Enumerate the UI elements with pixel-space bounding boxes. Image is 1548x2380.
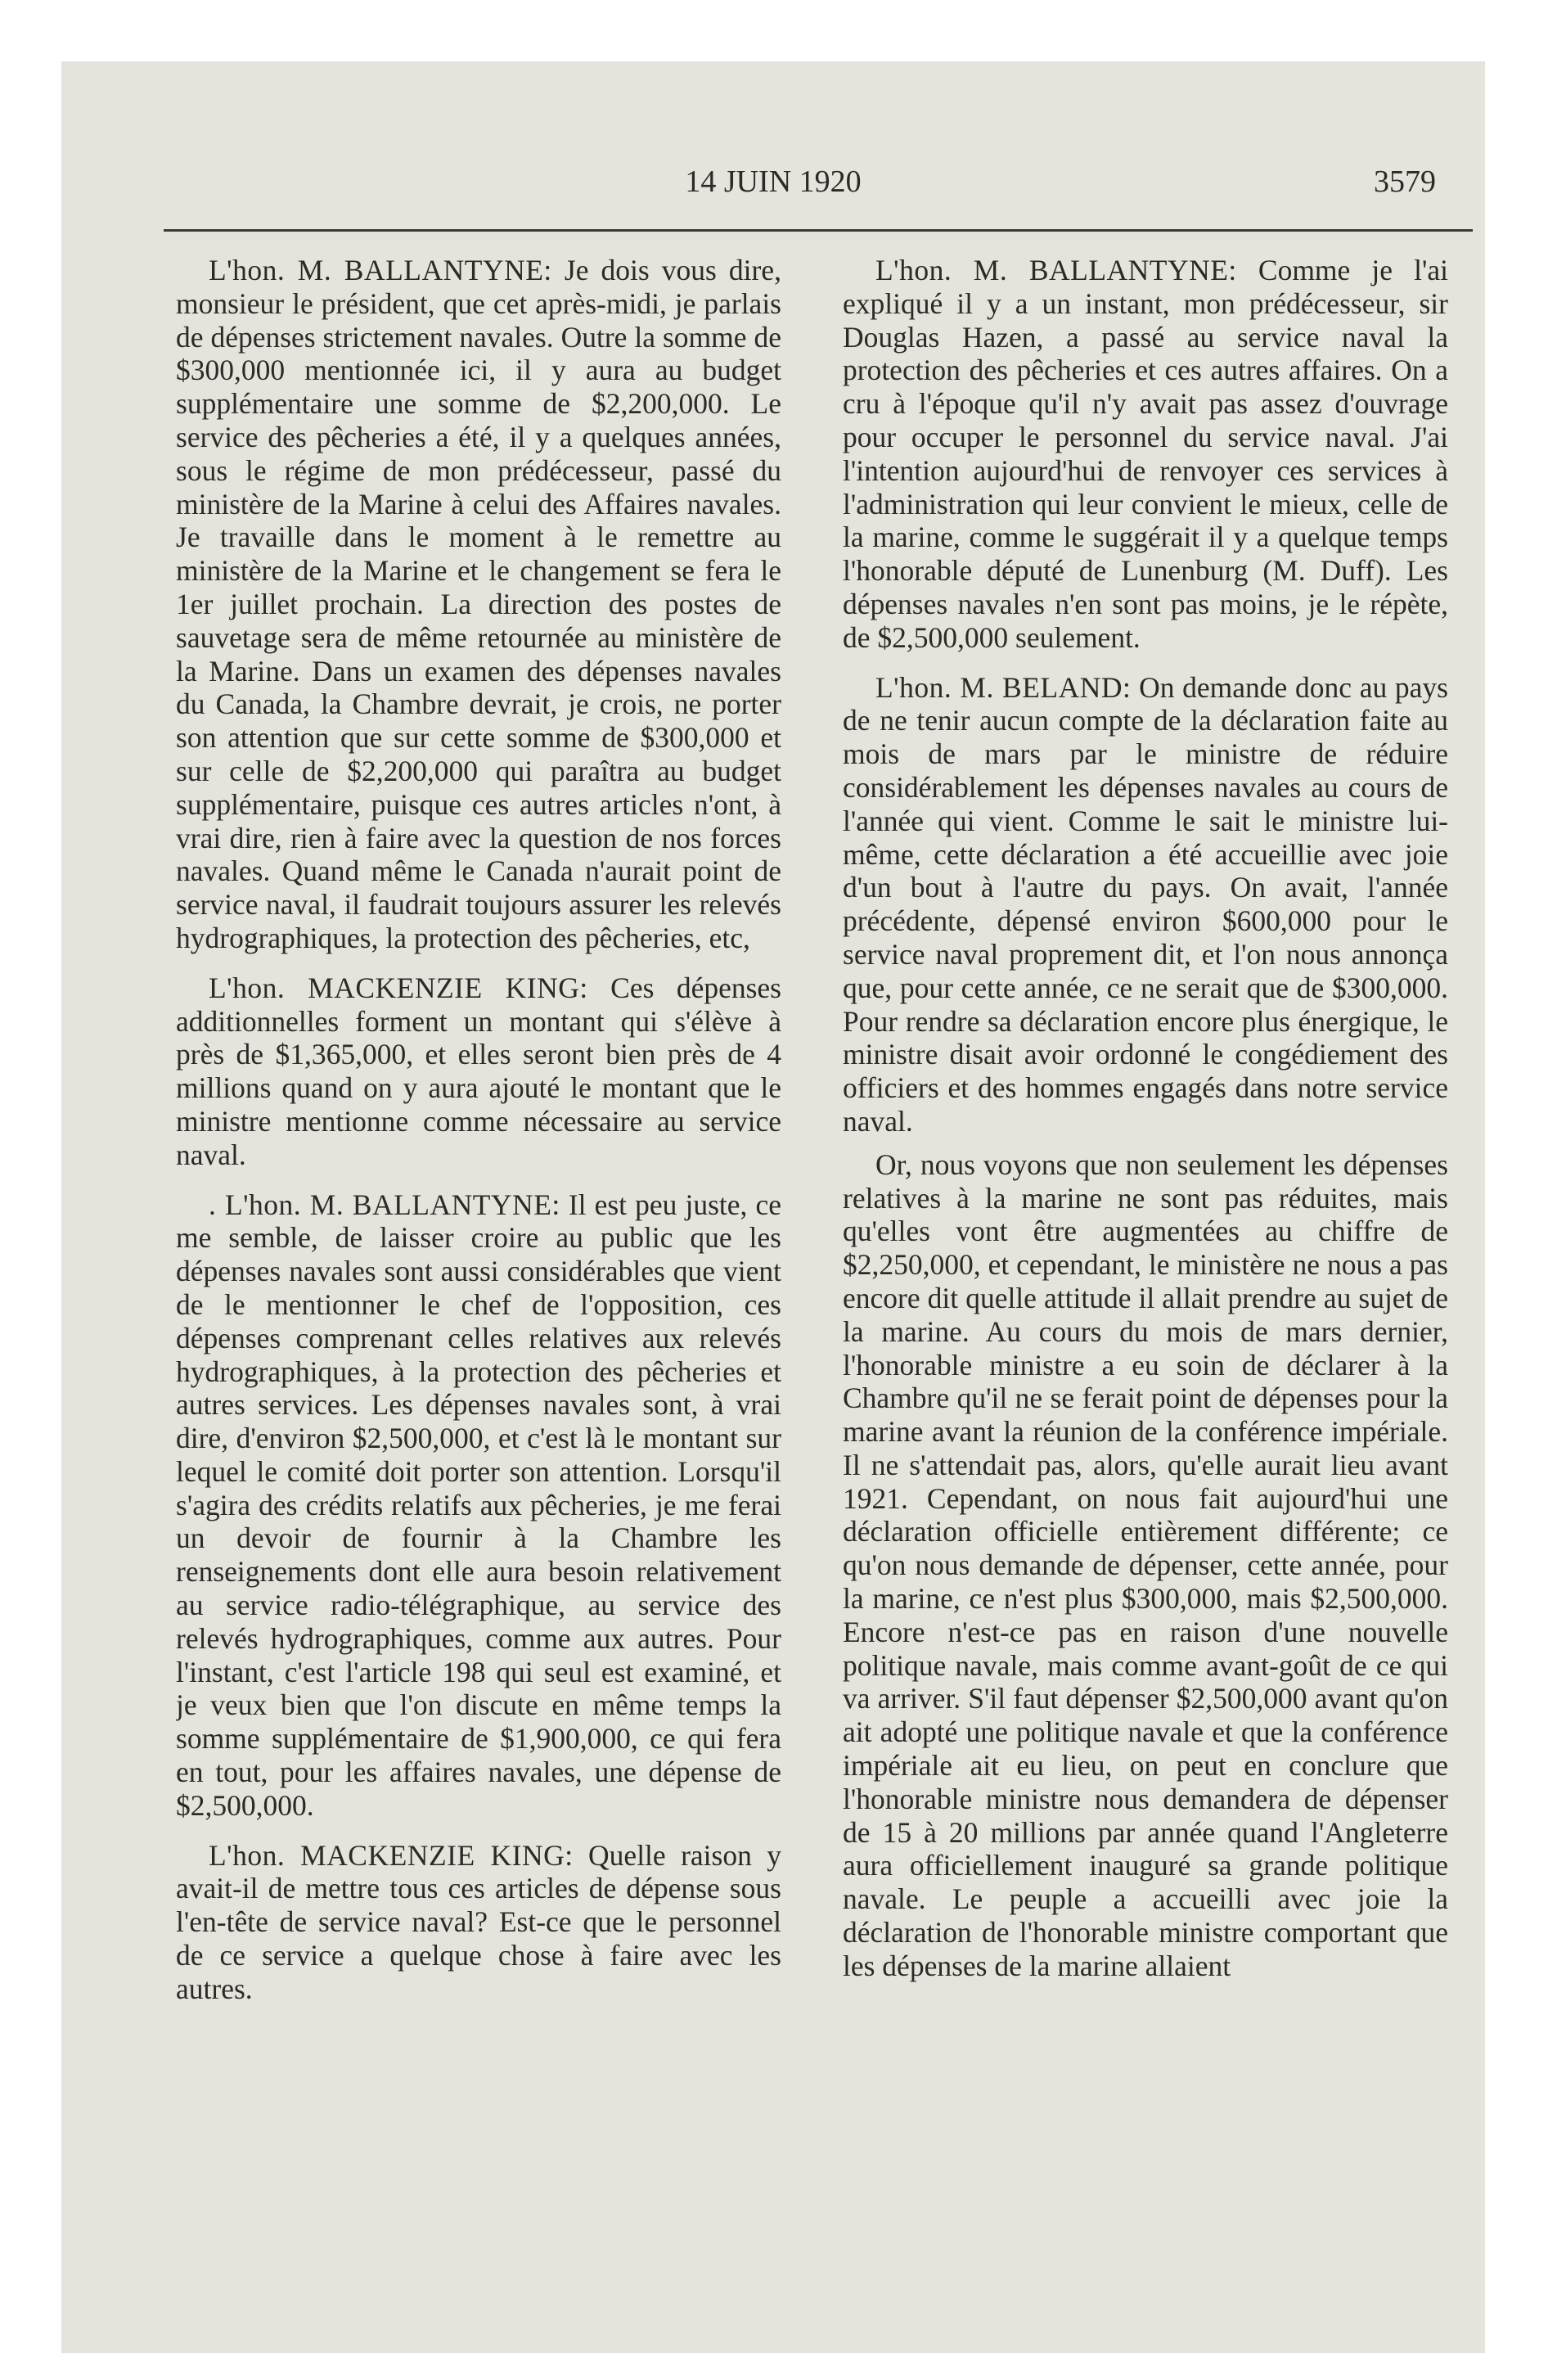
- scanned-page: [61, 61, 1485, 2353]
- header-date: 14 JUIN 1920: [685, 165, 862, 199]
- left-column: [176, 254, 781, 2251]
- speaker-name: L'hon. M. BALLANTYNE:: [209, 254, 552, 286]
- header-rule: [164, 229, 1473, 232]
- page-number: 3579: [1374, 165, 1436, 199]
- paragraph-text: Je dois vous dire, monsieur le président, que cet après-midi, je parlais de dépenses strictement navales. Outre la somme de $300,000 mentionnée ici, il y aura au budget supplémentaire une somme de $2,200,000. Le service des pêcheries a été, il y a quelques années, sous le régime de mon prédécesseur, passé du ministère de la Marine à celui des Affaires navales. Je travaille dans le moment à le remettre au ministère de la Marine et le changement se fera le 1er juillet prochain. La direction des postes de sauvetage sera de même retournée au ministère de la Marine. Dans un examen des dépenses navales du Canada, la Chambre devrait, je crois, ne porter son attention que sur cette somme de $300,000 et sur celle de $2,200,000 qui paraîtra au budget supplémentaire, puisque ces autres articles n'ont, à vrai dire, rien à faire avec la question de nos forces navales. Quand même le Canada n'aurait point de service naval, il faudrait toujours assurer les relevés hydrographiques, la protection des pêcheries, etc,: [176, 254, 781, 954]
- speaker-name: . L'hon. M. BALLANTYNE:: [209, 1188, 560, 1221]
- paragraph-king-1: [176, 971, 781, 1172]
- speaker-name: L'hon. M. BELAND:: [875, 670, 1132, 704]
- paragraph-beland-1: [843, 671, 1448, 1138]
- paragraph-text: Ces dépenses additionnelles forment un montant qui s'élève à près de $1,365,000, et elles seront bien près de 4 millions quand on y aura ajouté le montant que le ministre mentionne comme nécessaire au service naval.: [176, 971, 781, 1171]
- paragraph-ballantyne-3: [843, 254, 1448, 655]
- paragraph-text: Quelle raison y avait-il de mettre tous ces articles de dépense sous l'en-tête de service naval? Est-ce que le personnel de ce service a quelque chose à faire avec les autres.: [176, 1838, 781, 2005]
- paragraph-beland-2: [843, 1148, 1448, 1983]
- right-column: [843, 254, 1448, 2251]
- paragraph-ballantyne-1: [176, 254, 781, 955]
- paragraph-ballantyne-2: [176, 1188, 781, 1823]
- paragraph-king-2: [176, 1839, 781, 2006]
- speaker-name: L'hon. MACKENZIE KING:: [209, 971, 588, 1004]
- page-header: [61, 164, 1485, 213]
- speaker-name: L'hon. MACKENZIE KING:: [209, 1838, 574, 1872]
- paragraph-text: Comme je l'ai expliqué il y a un instant, mon prédécesseur, sir Douglas Hazen, a passé au service naval la protection des pêcheries et ces autres affaires. On a cru à l'époque qu'il n'y avait pas assez d'ouvrage pour occuper le personnel du service naval. J'ai l'intention aujourd'hui de renvoyer ces services à l'administration qui leur convient le mieux, celle de la marine, comme le suggérait il y a quelque temps l'honorable député de Lunenburg (M. Duff). Les dépenses navales n'en sont pas moins, je le répète, de $2,500,000 seulement.: [843, 254, 1448, 654]
- paragraph-text: Or, nous voyons que non seulement les dépenses relatives à la marine ne sont pas réduites, mais qu'elles vont être augmentées au chiffre de $2,250,000, et cependant, le ministère ne nous a pas encore dit quelle attitude il allait prendre au sujet de la marine. Au cours du mois de mars dernier, l'honorable ministre a eu soin de déclarer à la Chambre qu'il ne se ferait point de dépenses pour la marine avant la réunion de la conférence impériale. Il ne s'attendait pas, alors, qu'elle aurait lieu avant 1921. Cependant, on nous fait aujourd'hui une déclaration officielle entièrement différente; ce qu'on nous demande de dépenser, cette année, pour la marine, ce n'est plus $300,000, mais $2,500,000. Encore n'est-ce pas en raison d'une nouvelle politique navale, mais comme avant-goût de ce qui va arriver. S'il faut dépenser $2,500,000 avant qu'on ait adopté une politique navale et que la conférence impériale ait eu lieu, on peut en conclure que l'honorable ministre nous demandera de dépenser de 15 à 20 millions par année quand l'Angleterre aura officiellement inauguré sa grande politique navale. Le peuple a accueilli avec joie la déclaration de l'honorable ministre comportant que les dépenses de la marine allaient: [843, 1147, 1448, 1982]
- speaker-name: L'hon. M. BALLANTYNE:: [875, 254, 1237, 286]
- paragraph-text: Il est peu juste, ce me semble, de laisser croire au public que les dépenses navales sont aussi considérables que vient de le mentionner le chef de l'opposition, ces dépenses comprenant celles relatives aux relevés hydrographiques, à la protection des pêcheries et autres services. Les dépenses navales sont, à vrai dire, d'environ $2,500,000, et c'est là le montant sur lequel le comité doit porter son attention. Lorsqu'il s'agira des crédits relatifs aux pêcheries, je me ferai un devoir de fournir à la Chambre les renseignements dont elle aura besoin relativement au service radio-télégraphique, au service des relevés hydrographiques, comme aux autres. Pour l'instant, c'est l'article 198 qui seul est examiné, et je veux bien que l'on discute en même temps la somme supplémentaire de $1,900,000, ce qui fera en tout, pour les affaires navales, une dépense de $2,500,000.: [176, 1188, 781, 1822]
- paragraph-text: On demande donc au pays de ne tenir aucun compte de la déclaration faite au mois de mars par le ministre de réduire considérablement les dépenses navales au cours de l'année qui vient. Comme le sait le ministre lui-même, cette déclaration a été accueillie avec joie d'un bout à l'autre du pays. On avait, l'année précédente, dépensé environ $600,000 pour le service naval proprement dit, et l'on nous annonça que, pour cette année, ce ne serait que de $300,000. Pour rendre sa déclaration encore plus énergique, le ministre disait avoir ordonné le congédiement des officiers et des hommes engagés dans notre service naval.: [843, 670, 1448, 1138]
